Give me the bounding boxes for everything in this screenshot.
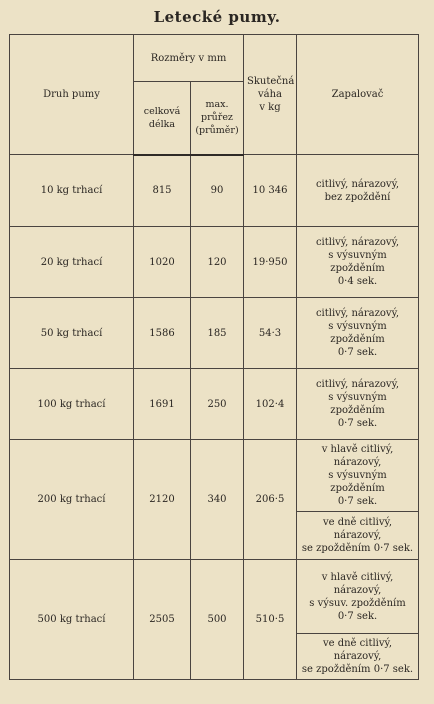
- zapalovac-line: ve dně citlivý, nárazový,: [322, 517, 393, 541]
- zapalovac-line: 0·7 sek.: [337, 496, 378, 507]
- header-druh: Druh pumy: [10, 35, 134, 155]
- header-prurez-line: max.: [205, 99, 229, 111]
- zapalovac-line: s výsuvným zpožděním: [328, 250, 387, 274]
- zapalovac-line: 0·7 sek.: [337, 610, 378, 622]
- cell-druh: 50 kg trhací: [10, 298, 134, 369]
- cell-zapalovac: [297, 369, 419, 440]
- header-celkova: [134, 82, 191, 155]
- page-title: Letecké pumy.: [153, 8, 281, 26]
- header-prurez: [191, 82, 244, 155]
- zapalovac-line: 0·4 sek.: [337, 276, 378, 287]
- cell-zapalovac: [297, 298, 419, 369]
- table-row: [10, 369, 419, 440]
- cell-prurez: 90: [191, 155, 244, 227]
- header-zapalovac: Zapalovač: [297, 35, 419, 155]
- cell-prurez: 120: [191, 227, 244, 298]
- zapalovac-line: nárazový,: [333, 457, 382, 468]
- cell-prurez: 340: [191, 440, 244, 560]
- zapalovac-line: citlivý, nárazový,: [315, 308, 400, 319]
- cell-vaha: 54·3: [244, 298, 297, 369]
- cell-vaha: 510·5: [244, 560, 297, 680]
- zapalovac-line: se zpožděním 0·7 sek.: [301, 664, 414, 675]
- zapalovac-line: v hlavě citlivý,: [321, 444, 394, 455]
- cell-delka: 2505: [134, 560, 191, 680]
- header-vaha: [244, 35, 297, 155]
- cell-zapalovac: [297, 227, 419, 298]
- zapalovac-line: bez zpoždění: [324, 191, 391, 203]
- bomb-table: [9, 34, 419, 680]
- zapalovac-line: ve dně citlivý, nárazový,: [322, 638, 393, 662]
- zapalovac-line: s výsuvným zpožděním: [328, 392, 387, 416]
- zapalovac-line: 0·7 sek.: [337, 418, 378, 429]
- cell-zapalovac-dno: [297, 512, 419, 560]
- cell-prurez: 250: [191, 369, 244, 440]
- table-row: [10, 298, 419, 369]
- header-vaha-line: v kg: [259, 102, 281, 113]
- header-vaha-line: Skutečná: [247, 76, 295, 87]
- cell-vaha: 206·5: [244, 440, 297, 560]
- table-row: [10, 440, 419, 512]
- table-row: [10, 155, 419, 227]
- zapalovac-line: citlivý, nárazový,: [315, 379, 400, 390]
- cell-delka: 1020: [134, 227, 191, 298]
- cell-delka: 1691: [134, 369, 191, 440]
- cell-zapalovac-hlava: [297, 440, 419, 512]
- cell-zapalovac-hlava: [297, 560, 419, 634]
- zapalovac-line: citlivý, nárazový,: [315, 178, 400, 190]
- cell-zapalovac-dno: [297, 634, 419, 680]
- zapalovac-line: citlivý, nárazový,: [315, 237, 400, 248]
- cell-vaha: 19·950: [244, 227, 297, 298]
- header-celkova-line: délka: [148, 118, 176, 130]
- zapalovac-line: 0·7 sek.: [337, 347, 378, 358]
- zapalovac-line: se zpožděním 0·7 sek.: [301, 543, 414, 554]
- zapalovac-line: nárazový,: [333, 584, 382, 596]
- header-celkova-line: celková: [143, 105, 181, 117]
- zapalovac-line: s výsuvným zpožděním: [328, 470, 387, 494]
- cell-druh: 500 kg trhací: [10, 560, 134, 680]
- header-rozmery: Rozměry v mm: [134, 35, 244, 82]
- cell-zapalovac: [297, 155, 419, 227]
- cell-prurez: 500: [191, 560, 244, 680]
- zapalovac-line: s výsuvným zpožděním: [328, 321, 387, 345]
- table-row: [10, 227, 419, 298]
- cell-vaha: 10 346: [244, 155, 297, 227]
- cell-delka: 2120: [134, 440, 191, 560]
- cell-prurez: 185: [191, 298, 244, 369]
- zapalovac-line: s výsuv. zpožděním: [309, 597, 406, 609]
- cell-delka: 1586: [134, 298, 191, 369]
- cell-druh: 100 kg trhací: [10, 369, 134, 440]
- header-prurez-line: (průměr): [195, 125, 239, 137]
- header-prurez-line: průřez: [201, 112, 233, 124]
- header-vaha-line: váha: [257, 89, 282, 100]
- cell-druh: 20 kg trhací: [10, 227, 134, 298]
- table-row: [10, 560, 419, 634]
- cell-druh: 10 kg trhací: [10, 155, 134, 227]
- cell-druh: 200 kg trhací: [10, 440, 134, 560]
- cell-vaha: 102·4: [244, 369, 297, 440]
- cell-delka: 815: [134, 155, 191, 227]
- zapalovac-line: v hlavě citlivý,: [321, 571, 394, 583]
